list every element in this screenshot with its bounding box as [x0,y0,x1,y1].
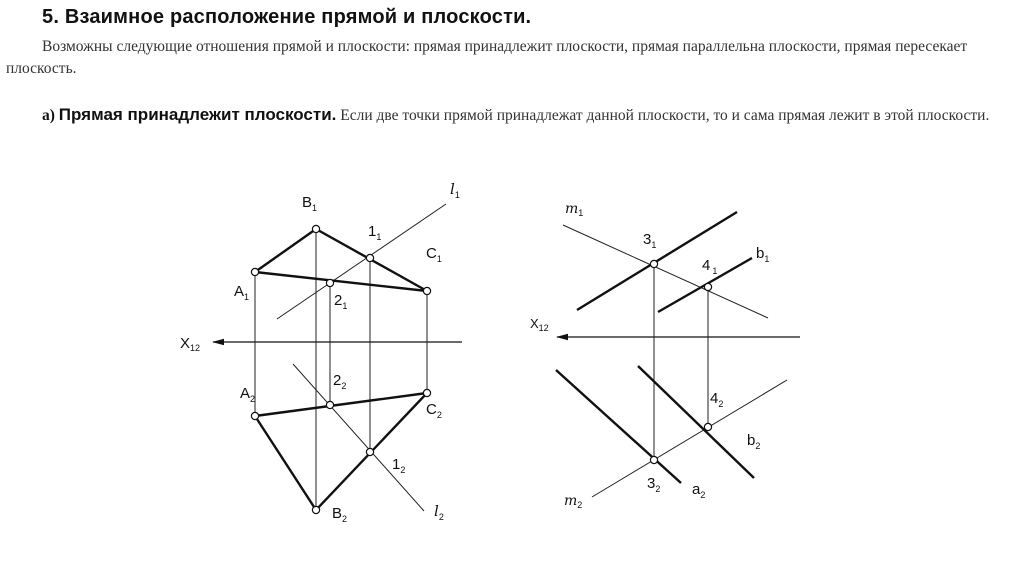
line-l2 [293,364,424,511]
label-1-2: $1_2$ [392,456,406,475]
label-c2: $C_2$ [426,401,442,420]
line-a1 [577,212,737,310]
label-a2: $A_2$ [240,385,256,404]
point-a2 [251,412,258,419]
right-connection-lines [654,264,708,460]
case-a-title: Прямая принадлежит плоскости. [58,105,337,124]
label-l2: $l_2$ [434,502,444,522]
section-heading: 5. Взаимное расположение прямой и плоскости. [42,6,532,28]
point-3-2 [650,456,657,463]
label-c1: $C_1$ [426,245,442,264]
label-b2: $b_2$ [747,432,761,451]
label-a2: $a_2$ [692,481,706,500]
line-l1 [277,204,446,319]
point-c2 [423,389,430,396]
point-b1 [312,225,319,232]
point-1-1 [366,254,373,261]
point-c1 [423,287,430,294]
case-a-text: Если две точки прямой принадлежат данной плоскости, то и сама прямая лежит в этой плоскости. [340,107,990,124]
label-b1: $B_1$ [302,194,318,213]
label-3-2: $3_2$ [647,475,661,494]
label-b2: $B_2$ [332,505,348,524]
point-b2 [312,506,319,513]
case-a-prefix: а) [42,107,55,124]
label-x12-left: X12 [180,335,201,353]
right-figure [530,201,800,510]
label-4-1: 4 $_1$ [702,257,718,276]
label-4-2: $4_2$ [710,390,724,409]
right-points [650,260,711,463]
point-1-2 [366,448,373,455]
label-a1: $A_1$ [234,283,250,302]
point-a1 [251,268,258,275]
triangle-a2b2c2 [255,393,427,510]
triangle-a1b1c1 [255,229,427,291]
label-b1: $b_1$ [756,245,770,264]
label-3-1: $3_1$ [643,231,657,250]
point-2-2 [326,401,333,408]
point-4-1 [704,283,711,290]
point-3-1 [650,260,657,267]
label-1-1: $1_1$ [368,223,382,242]
left-figure [180,180,462,524]
point-4-2 [704,423,711,430]
label-l1: $l_1$ [450,180,460,200]
intro-text: Возможны следующие отношения прямой и плоскости: прямая принадлежит плоскости, прямая параллельна плоскости, прямая пересекает плоскость. [6,38,968,77]
line-m1 [563,225,768,318]
label-m1: m1 [565,201,584,218]
label-2-2: $2_2$ [333,372,347,391]
line-m2 [592,380,787,497]
line-a2 [556,370,681,483]
label-m2: m2 [564,493,583,510]
label-x12-right: X12 [530,316,549,333]
label-2-1: $2_1$ [334,292,348,311]
point-2-1 [326,279,333,286]
